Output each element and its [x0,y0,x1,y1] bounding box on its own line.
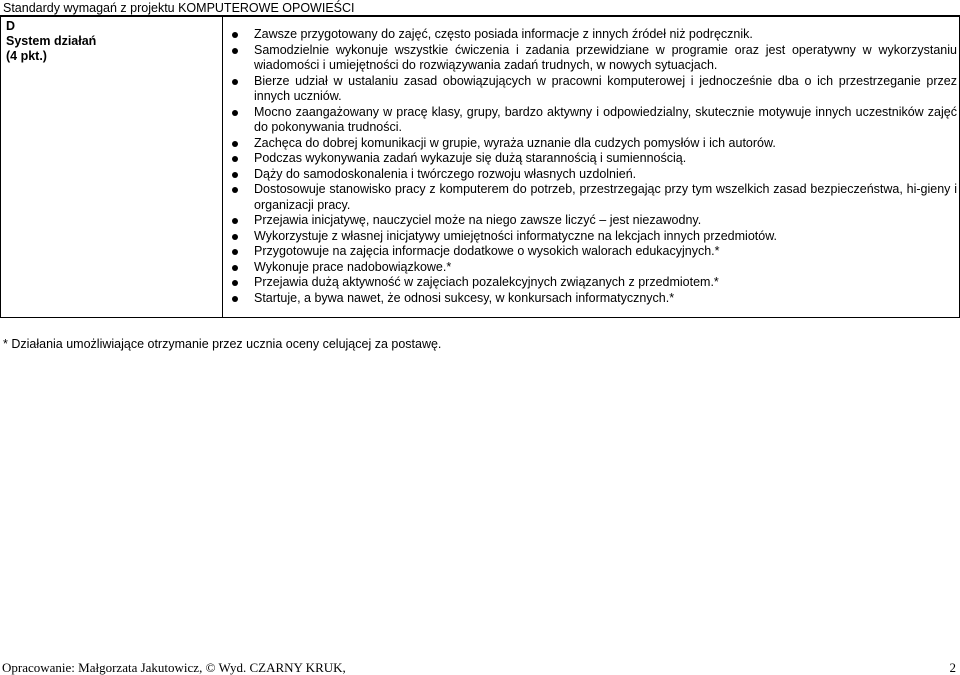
list-item-text: Bierze udział w ustalaniu zasad obowiązujących w pracowni komputerowej i jednocześnie dba o ich przestrzeganie przez innych uczniów. [254,73,957,103]
footnote: * Działania umożliwiające otrzymanie przez ucznia oceny celującej za postawę. [3,337,442,351]
bullet-icon [232,218,238,224]
bullet-icon [232,265,238,271]
list-item-text: Zachęca do dobrej komunikacji w grupie, wyraża uznanie dla cudzych pomysłów i ich autorów. [254,135,776,150]
bullet-icon [232,141,238,147]
list-item [223,244,957,260]
level-letter: D [6,19,16,33]
bullet-icon [232,79,238,85]
bullet-icon [232,156,238,162]
list-item [223,182,957,213]
bullet-icon [232,296,238,302]
list-item-text: Wykorzystuje z własnej inicjatywy umiejętności informatyczne na lekcjach innych przedmiotów. [254,228,778,243]
list-item-text: Dostosowuje stanowisko pracy z komputerem do potrzeb, przestrzegając przy tym wszelkich zasad bezpieczeństwa, hi-gieny i organizacji pracy. [254,182,957,212]
level-name: System działań [6,34,97,48]
bullet-icon [232,234,238,240]
page-number: 2 [949,660,956,675]
list-item [223,275,957,291]
bullet-icon [232,110,238,116]
list-item-text: Przejawia inicjatywę, nauczyciel może na niego zawsze liczyć – jest niezawodny. [254,213,702,227]
list-item-text: Przejawia dużą aktywność w zajęciach pozalekcyjnych związanych z przedmiotem.* [254,275,719,289]
bullet-icon [232,172,238,178]
list-item-text: Startuje, a bywa nawet, że odnosi sukcesy, w konkursach informatycznych.* [254,290,675,305]
list-item [223,151,957,167]
document-header: Standardy wymagań z projektu KOMPUTEROWE OPOWIEŚCI [3,1,355,15]
footer-credit: Opracowanie: Małgorzata Jakutowicz, © Wyd. CZARNY KRUK, [2,660,346,675]
list-item [223,213,957,229]
bullet-icon [232,280,238,286]
list-item-text: Samodzielnie wykonuje wszystkie ćwiczenia i zadania przewidziane w programie oraz jest operatywny w wykorzystaniu wiadomości i umiejętności do rozwiązywania zadań trudnych, w nowych sytuacjach. [254,42,957,72]
bullet-icon [232,32,238,38]
bullet-icon [232,249,238,255]
requirements-table [0,17,960,318]
list-item-text: Zawsze przygotowany do zajęć, często posiada informacje z innych źródeł niż podręcznik. [254,27,753,41]
list-item [223,136,957,152]
bullet-icon [232,187,238,193]
list-item [223,74,957,105]
level-points: (4 pkt.) [6,49,47,63]
list-item [223,27,957,43]
list-item [223,260,957,276]
bullet-icon [232,48,238,54]
requirements-list [223,27,957,306]
list-item-text: Mocno zaangażowany w pracę klasy, grupy, bardzo aktywny i odpowiedzialny, skutecznie motywuje innych uczestników zajęć do pokonywania trudności. [254,104,957,134]
level-cell [6,19,216,64]
list-item [223,291,957,307]
list-item [223,105,957,136]
list-item [223,43,957,74]
list-item [223,167,957,183]
list-item-text: Wykonuje prace nadobowiązkowe.* [254,259,452,274]
list-item-text: Przygotowuje na zajęcia informacje dodatkowe o wysokich walorach edukacyjnych.* [254,244,720,258]
list-item-text: Podczas wykonywania zadań wykazuje się dużą starannością i sumiennością. [254,151,687,165]
list-item [223,229,957,245]
list-item-text: Dąży do samodoskonalenia i twórczego rozwoju własnych uzdolnień. [254,166,637,181]
